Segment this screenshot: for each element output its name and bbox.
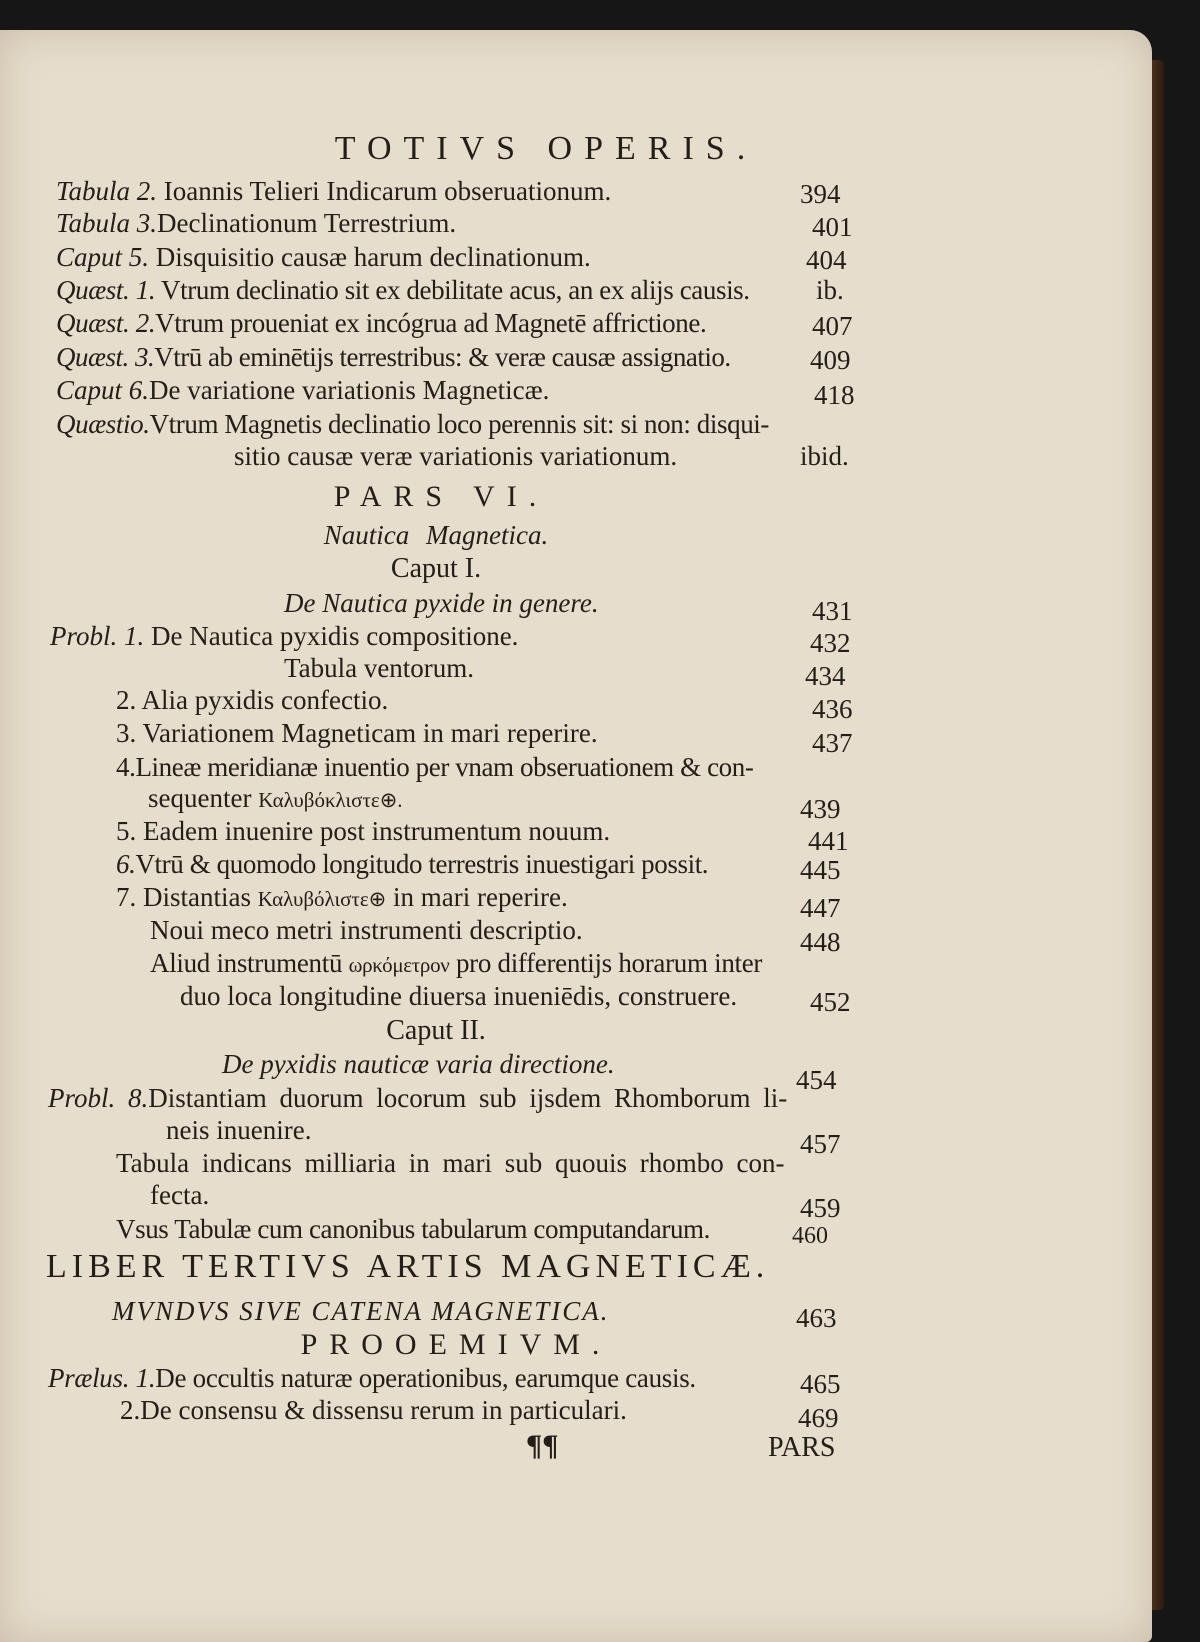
- prooemium-title: PROOEMIVM.: [300, 1328, 612, 1361]
- toc-entry: Tabula 3.Declinationum Terrestrium.: [56, 208, 457, 238]
- toc-page-number: 463: [796, 1303, 837, 1333]
- toc-entry: Probl. 1. De Nautica pyxidis compositione.: [50, 621, 519, 651]
- toc-entry: Caput 5. Disquisitio causæ harum declinationum.: [56, 242, 591, 272]
- toc-page-number: 437: [812, 728, 853, 758]
- toc-page-number: 404: [806, 245, 847, 275]
- toc-page-number: 401: [812, 212, 853, 242]
- toc-entry: Probl. 8.Distantiam duorum locorum sub ijsdem Rhomborum li-: [48, 1083, 788, 1113]
- signature-mark: ¶¶: [526, 1429, 559, 1462]
- toc-entry: 4.Lineæ meridianæ inuentio per vnam obseruationem & con-: [116, 752, 754, 782]
- toc-entry: Aliud instrumentū ωρκόμετρον pro differentijs horarum inter: [150, 948, 763, 978]
- toc-page-number: 409: [810, 345, 851, 375]
- toc-entry: Caput 6.De variatione variationis Magneticæ.: [56, 375, 550, 405]
- toc-entry: Prælus. 1.De occultis naturæ operationibus, earumque causis.: [48, 1363, 696, 1393]
- toc-page-number: 441: [808, 826, 849, 856]
- toc-entry: 7. Distantias Καλυβόλιστε⊕ in mari reperire.: [116, 882, 568, 912]
- toc-page-number: 457: [800, 1129, 841, 1159]
- toc-page-number: 436: [812, 694, 853, 724]
- book-subtitle: MVNDVS SIVE CATENA MAGNETICA.: [112, 1296, 610, 1326]
- toc-entry: sitio causæ veræ variationis variationum.: [234, 441, 678, 471]
- toc-entry: neis inuenire.: [166, 1115, 312, 1145]
- part-title: PARS VI.: [333, 480, 549, 513]
- toc-page-number: 452: [810, 987, 851, 1017]
- toc-entry: duo loca longitudine diuersa inueniēdis, construere.: [180, 981, 738, 1011]
- part-subtitle: Nautica Magnetica.: [323, 520, 549, 550]
- toc-page-number: 445: [800, 855, 841, 885]
- toc-page-number: 459: [800, 1193, 841, 1223]
- toc-page-number: 431: [812, 596, 853, 626]
- toc-page-number: 418: [814, 380, 855, 410]
- toc-entry: Quæst. 2.Vtrum proueniat ex incógrua ad Magnetē affrictione.: [56, 308, 707, 338]
- toc-page-number: ibid.: [800, 441, 849, 471]
- toc-page-number: 454: [796, 1065, 837, 1095]
- toc-entry: sequenter Καλυβόκλιστε⊕.: [148, 783, 403, 813]
- toc-entry: 2. Alia pyxidis confectio.: [116, 685, 389, 715]
- toc-page-number: 439: [800, 794, 841, 824]
- toc-entry: fecta.: [150, 1180, 210, 1210]
- toc-page-number: 448: [800, 927, 841, 957]
- toc-page-number: 394: [800, 179, 841, 209]
- book-title: LIBER TERTIVS ARTIS MAGNETICÆ.: [46, 1248, 770, 1285]
- toc-page-number: 407: [812, 311, 853, 341]
- chapter-subtitle: De Nautica pyxide in genere.: [284, 588, 599, 618]
- catchword: PARS: [768, 1432, 836, 1463]
- toc-entry: 6.Vtrū & quomodo longitudo terrestris inuestigari possit.: [116, 849, 709, 879]
- toc-entry: Vsus Tabulæ cum canonibus tabularum computandarum.: [116, 1214, 710, 1244]
- toc-entry: 5. Eadem inuenire post instrumentum nouum.: [116, 816, 611, 846]
- toc-page-number: 434: [805, 661, 846, 691]
- toc-page-number: 432: [810, 628, 851, 658]
- toc-page-number: 465: [800, 1369, 841, 1399]
- toc-entry: 3. Variationem Magneticam in mari reperire.: [116, 718, 598, 748]
- toc-entry: Quæstio.Vtrum Magnetis declinatio loco perennis sit: si non: disqui-: [56, 409, 769, 439]
- toc-entry: Quæst. 1. Vtrum declinatio sit ex debilitate acus, an ex alijs causis.: [56, 275, 750, 305]
- book-page: [0, 30, 1152, 1642]
- toc-entry: Tabula indicans milliaria in mari sub quouis rhombo con-: [116, 1148, 785, 1178]
- toc-entry: Quæst. 3.Vtrū ab eminētijs terrestribus: & veræ causæ assignatio.: [56, 342, 731, 372]
- toc-page-number: 460: [792, 1223, 828, 1249]
- toc-page-number: 469: [798, 1403, 839, 1433]
- toc-page-number: ib.: [816, 275, 844, 305]
- toc-entry: Noui meco metri instrumenti descriptio.: [150, 915, 583, 945]
- chapter-title: Caput I.: [390, 553, 482, 584]
- toc-entry: Tabula ventorum.: [284, 653, 475, 683]
- chapter-subtitle: De pyxidis nauticæ varia directione.: [222, 1049, 615, 1079]
- running-header: TOTIVS OPERIS.: [334, 130, 758, 167]
- toc-entry: 2.De consensu & dissensu rerum in particulari.: [120, 1395, 627, 1425]
- toc-page-number: 447: [800, 893, 841, 923]
- toc-entry: Tabula 2. Ioannis Telieri Indicarum obseruationum.: [56, 176, 612, 206]
- chapter-title: Caput II.: [386, 1015, 486, 1046]
